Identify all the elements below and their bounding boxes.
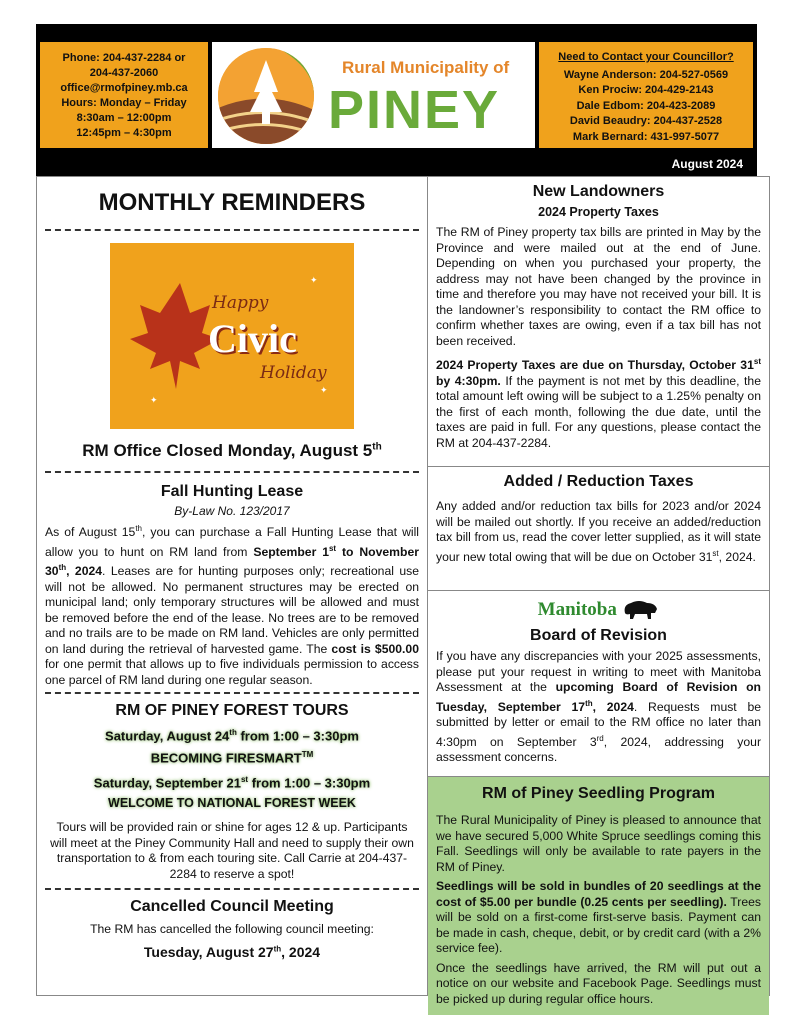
svg-text:✦: ✦	[150, 395, 158, 405]
newsletter-header	[36, 36, 757, 154]
hunting-lease-body: As of August 15th, you can purchase a Fall Hunting Lease that will allow you to hunt on RM land from September 1st to November 30th, 2024. Leases are for hunting purposes only; recreational use will not be allowed. No permanent structures may be erected on municipal land; only temporary structures will be allowed and must be removed before the end of the lease. No trees are to be removed and no trails are to be made on RM land. Vehicles are only permitted on land during the retrieval of harvested game. The cost is $500.00 for one permit that allows up to five individuals permission to access one parcel of RM land during one regular season.	[45, 524, 420, 687]
seedling-intro: The Rural Municipality of Piney is pleased to announce that we have secured 5,000 White Spruce seedlings coming this Fall. Seedlings will only be available to rate payers in the RM of Piney.	[436, 813, 761, 874]
new-landowners-section	[428, 183, 769, 467]
tax-due-notice: 2024 Property Taxes are due on Thursday, October 31st by 4:30pm. If the payment is not met by this deadline, the total amount left owing will be subject to a 1.25% penalty on the first of each month, following the due date, until the taxes are paid in full. For any questions, please contact the RM at 204-437-2284.	[436, 357, 761, 450]
councillor-item: David Beaudry: 204-437-2528	[569, 115, 723, 127]
logo-emblem-icon	[218, 48, 314, 144]
left-column	[36, 176, 427, 996]
forest-tours-title: RM OF PINEY FOREST TOURS	[115, 702, 349, 720]
board-of-revision-title: Board of Revision	[530, 627, 667, 644]
tour-date-1: Saturday, August 24th from 1:00 – 3:30pm	[105, 728, 359, 744]
hours-label: Hours: Monday – Friday	[61, 97, 187, 109]
tour-name-2: WELCOME TO NATIONAL FOREST WEEK	[108, 796, 356, 811]
new-landowners-title: New Landowners	[532, 183, 665, 200]
logo-subtitle: Rural Municipality of	[342, 58, 510, 77]
councillor-item: Ken Prociw: 204-429-2143	[578, 84, 714, 96]
property-taxes-subtitle: 2024 Property Taxes	[538, 205, 659, 219]
right-column	[427, 176, 770, 1006]
landowners-body: The RM of Piney property tax bills are printed in May by the Province and were mailed out at the end of June. Depending on when you purchased your property, the address may not have been changed by the province in time and therefore you may have not received your bill. It is the landowner’s responsibility to contact the RM office to confirm whether taxes are owing, even if a tax bill has not been received.	[436, 225, 761, 348]
added-reduction-section	[428, 473, 769, 591]
cancelled-meeting-date: Tuesday, August 27th, 2024	[143, 943, 321, 960]
councillor-heading: Need to Contact your Councillor?	[558, 51, 734, 63]
rm-piney-logo	[212, 42, 535, 148]
office-closed-notice: RM Office Closed Monday, August 5th	[82, 441, 382, 460]
issue-date: August 2024	[671, 157, 743, 171]
added-reduction-body: Any added and/or reduction tax bills for 2023 and/or 2024 will be mailed out shortly. If you receive an added/reduction tax bill from us, read the cover letter supplied, as it will state your new total owing that will be due on October 31st, 2024.	[436, 499, 761, 564]
maple-leaf-icon	[130, 283, 220, 389]
header-top-bar	[36, 24, 757, 36]
phone-line: Phone: 204-437-2284 or	[62, 52, 186, 64]
email-address: office@rmofpiney.mb.ca	[60, 82, 188, 94]
issue-date-bar	[36, 154, 757, 176]
councillor-contact-box	[539, 42, 753, 148]
cancelled-meeting-body: The RM has cancelled the following council meeting:	[90, 922, 374, 937]
phone-line-2: 204-437-2060	[89, 67, 159, 79]
cancelled-meeting-title: Cancelled Council Meeting	[130, 898, 334, 916]
svg-text:✦: ✦	[320, 385, 328, 395]
bison-icon	[621, 599, 659, 621]
hunting-lease-title: Fall Hunting Lease	[160, 483, 304, 500]
seedling-price: Seedlings will be sold in bundles of 20 seedlings at the cost of $5.00 per bundle (0.25 cents per seedling). Trees will be sold on a first-come first-serve basis. Payment can be made in cash, cheque, debit, or by credit card (with a 2% service fee).	[436, 879, 761, 955]
seedling-program-section	[428, 777, 769, 1015]
office-contact-box	[40, 42, 208, 148]
civic-holiday-image	[110, 243, 354, 429]
seedling-pickup: Once the seedlings have arrived, the RM will put out a notice on our website and Facebook Page. Seedlings must be picked up during regular office hours.	[436, 960, 761, 1006]
logo-title: PINEY	[328, 80, 501, 140]
holiday-happy-text: Happy	[212, 293, 269, 313]
monthly-reminders-title: MONTHLY REMINDERS	[98, 189, 366, 216]
councillor-item: Mark Bernard: 431-997-5077	[572, 130, 720, 143]
hours-morning: 8:30am – 12:00pm	[76, 112, 172, 124]
councillor-item: Dale Edbom: 204-423-2089	[576, 99, 716, 112]
holiday-civic-text: Civic	[208, 316, 297, 361]
seedling-program-title: RM of Piney Seedling Program	[482, 785, 715, 802]
board-of-revision-body: If you have any discrepancies with your 2025 assessments, please put your request in writing to meet with Manitoba Assessment at the upcoming Board of Revision on Tuesday, September 17th, 2024. Requests must be submitted by letter or email to the RM office no later than 4:30pm on September 3rd, 2024, addressing your assessment concerns.	[436, 649, 762, 765]
tours-body: Tours will be provided rain or shine for ages 12 & up. Participants will meet at the Piney Community Hall and need to supply their own transportation to & from each touring site. Call Carrie at 204-437-2284 to reserve a spot!	[50, 820, 414, 881]
holiday-holiday-text: Holiday	[260, 363, 327, 383]
tour-date-2: Saturday, September 21st from 1:00 – 3:30pm	[93, 774, 371, 791]
board-of-revision-section	[428, 599, 769, 777]
added-reduction-title: Added / Reduction Taxes	[503, 473, 694, 490]
tour-name-1: BECOMING FIRESMART™	[150, 749, 314, 765]
councillor-item: Wayne Anderson: 204-527-0569	[563, 68, 729, 81]
manitoba-logo: Manitoba	[436, 599, 761, 623]
hours-afternoon: 12:45pm – 4:30pm	[76, 127, 172, 139]
svg-text:✦: ✦	[310, 275, 318, 285]
hunting-bylaw: By-Law No. 123/2017	[174, 504, 290, 518]
